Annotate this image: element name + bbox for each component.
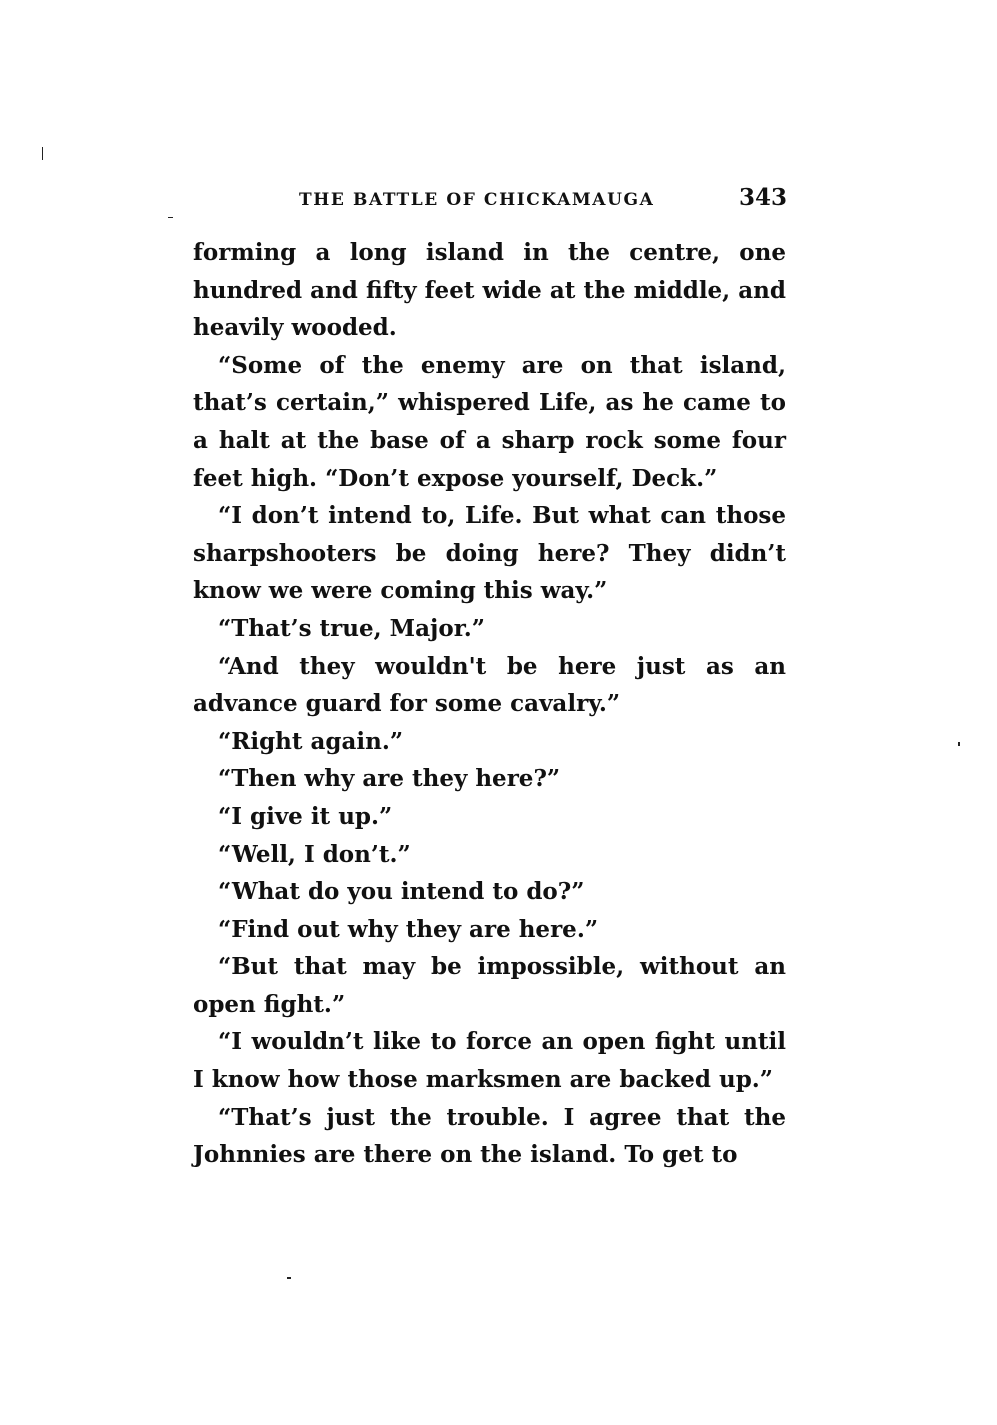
- body-text: [193, 234, 786, 1174]
- paragraph: forming a long island in the centre, one hundred and fifty feet wide at the middle, and heavily wooded.: [193, 239, 786, 342]
- scan-speck: [287, 1277, 291, 1279]
- paragraph: “I give it up.”: [218, 802, 393, 830]
- paragraph: “That’s just the trouble. I agree that the Johnnies are there on the island. To get to: [193, 1103, 786, 1169]
- scan-speck: [958, 742, 960, 746]
- scan-speck: [42, 147, 43, 160]
- page-header: [193, 184, 789, 218]
- scan-speck: [168, 217, 173, 218]
- page-number: 343: [738, 184, 787, 211]
- paragraph: “I wouldn’t like to force an open fight until I know how those marksmen are backed up.”: [193, 1028, 786, 1094]
- paragraph: “Some of the enemy are on that island, that’s certain,” whispered Life, as he came to a halt at the base of a sharp rock some four feet high. “Don’t expose yourself, Deck.”: [193, 351, 786, 492]
- paragraph: “Well, I don’t.”: [218, 840, 411, 868]
- paragraph: “But that may be impossible, without an open fight.”: [193, 953, 786, 1018]
- paragraph: “That’s true, Major.”: [218, 614, 485, 642]
- paragraph: “Find out why they are here.”: [218, 915, 599, 943]
- paragraph: “I don’t intend to, Life. But what can those sharpshooters be doing here? They didn’t know we were coming this way.”: [193, 502, 786, 605]
- paragraph: “What do you intend to do?”: [218, 878, 585, 906]
- paragraph: “And they wouldn't be here just as an advance guard for some cavalry.”: [193, 652, 786, 718]
- paragraph: “Right again.”: [218, 727, 404, 755]
- running-head: THE BATTLE OF CHICKAMAUGA: [299, 190, 655, 210]
- paragraph: “Then why are they here?”: [218, 765, 561, 793]
